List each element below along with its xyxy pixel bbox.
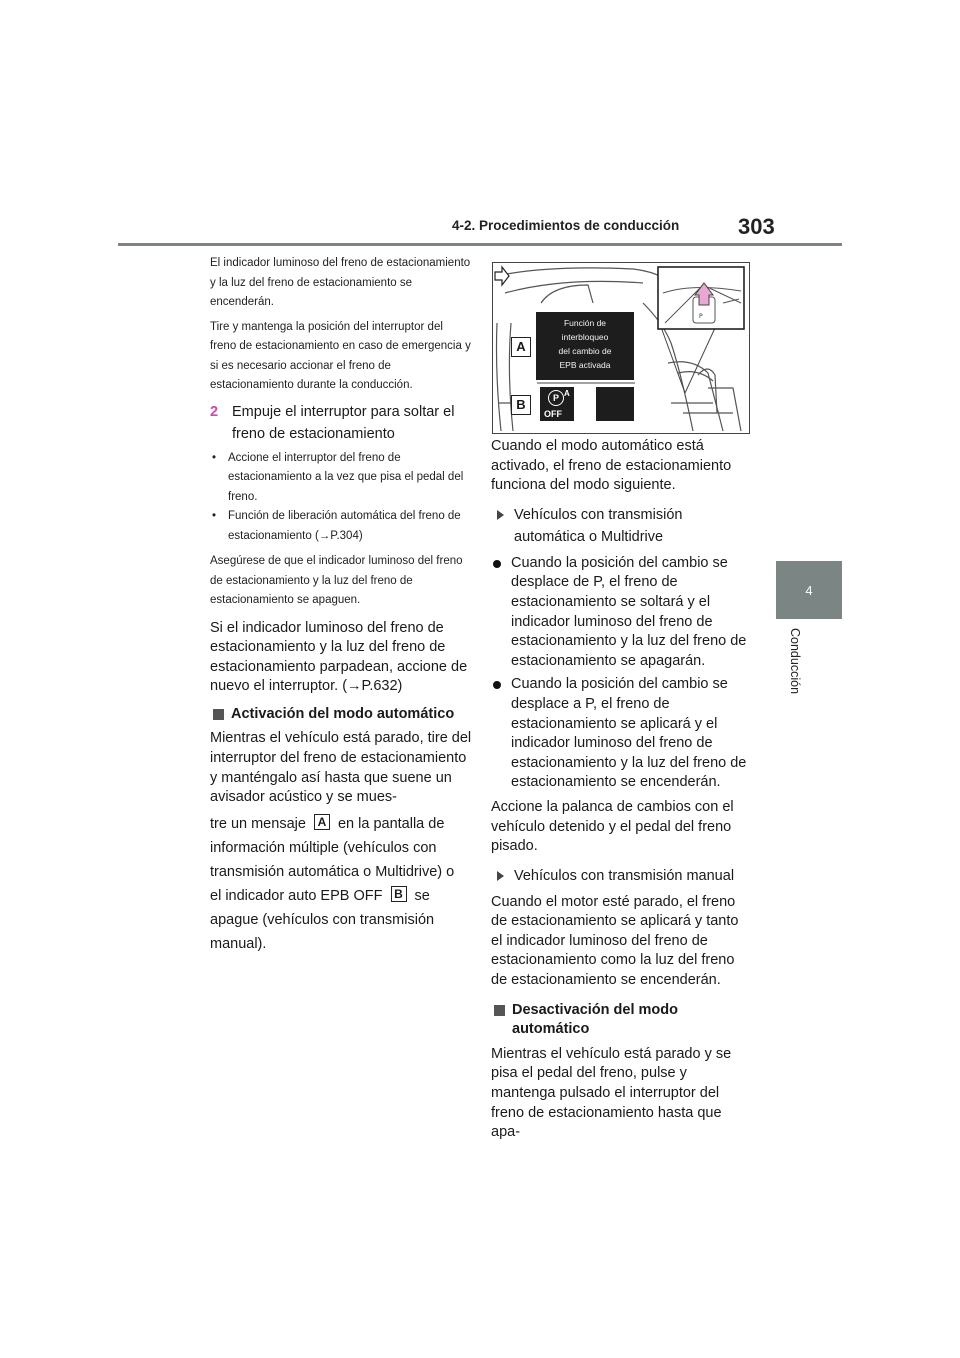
blink-paragraph: Si el indicador luminoso del freno de estacionamiento y la luz del freno de estacionamiento parpadean, accione de nuevo el interruptor. (→P.632) bbox=[210, 619, 468, 695]
chapter-tab[interactable] bbox=[776, 561, 842, 619]
manual-paragraph: Cuando el motor esté parado, el freno de estacionamiento se aplicará y tanto el indicador luminoso del freno de estacionamiento como la luz del freno de estacionamiento se encenderán. bbox=[491, 893, 739, 989]
list-item bbox=[491, 675, 753, 793]
label-b-icon: B bbox=[391, 886, 407, 902]
intro-paragraph-2: Tire y mantenga la posición del interruptor del freno de estacionamiento en caso de emergencia y si es necesario accionar el freno de estacionamiento durante la conducción. bbox=[210, 320, 471, 391]
svg-text:P: P bbox=[699, 313, 703, 320]
multi-info-display bbox=[536, 312, 634, 380]
auto-mode-paragraph-cont bbox=[210, 812, 472, 956]
note-paragraph: Asegúrese de que el indicador luminoso del freno de estacionamiento y la luz del freno de estacionamiento se apaguen. bbox=[210, 555, 463, 606]
dashboard-illustration bbox=[492, 262, 750, 434]
bullet-text: Accione el interruptor del freno de estacionamiento a la vez que pisa el pedal del freno. bbox=[228, 451, 464, 503]
lever-note: Accione la palanca de cambios con el vehículo detenido y el pedal del freno pisado. bbox=[491, 798, 734, 855]
sub-heading-manual-text: Vehículos con transmisión manual bbox=[514, 867, 735, 884]
epb-p-symbol: P bbox=[548, 390, 564, 406]
auto-text-2: tre un mensaje bbox=[210, 815, 306, 832]
intro-paragraph-1: El indicador luminoso del freno de estacionamiento y la luz del freno de estacionamiento se encenderán. bbox=[210, 257, 471, 308]
auto-text-4: el indicador auto EPB OFF bbox=[210, 887, 383, 904]
triangle-bullet-icon bbox=[497, 510, 504, 520]
square-bullet-icon bbox=[494, 1005, 505, 1016]
sub-heading-automatic-text: Vehículos con transmisión automática o Multidrive bbox=[514, 506, 683, 545]
bullet-icon: • bbox=[212, 510, 217, 522]
auto-text-3: en la pantalla de información múltiple (vehículos con transmisión automática o Multidrive) o bbox=[210, 815, 455, 880]
list-item bbox=[491, 554, 753, 672]
bullet-item bbox=[210, 449, 472, 508]
header-divider bbox=[118, 243, 842, 246]
heading-deactivation-text: Desactivación del modo automático bbox=[512, 1001, 678, 1038]
arrow-right-icon bbox=[493, 263, 511, 289]
auto-text-1: Mientras el vehículo está parado, tire del interruptor del freno de estacionamiento y manténgalo así hasta que suene un avisador acústico y se mues- bbox=[210, 730, 472, 806]
heading-auto-text: Activación del modo automático bbox=[231, 705, 455, 722]
left-column bbox=[210, 254, 472, 964]
heading-deactivation bbox=[491, 1001, 753, 1040]
callout-label-b: B bbox=[511, 395, 531, 415]
heading-auto-mode bbox=[210, 705, 472, 725]
bullet-icon: • bbox=[212, 451, 217, 464]
auto-mode-paragraph bbox=[210, 729, 472, 807]
bullet-item bbox=[210, 507, 472, 546]
display-line: interbloqueo bbox=[561, 332, 609, 342]
callout-label-a: A bbox=[511, 337, 531, 357]
dot-bullet-icon bbox=[493, 560, 501, 568]
bullet-text-link[interactable]: Función de liberación automática del freno de estacionamiento (→P.304) bbox=[228, 510, 461, 542]
dot-bullet-icon bbox=[493, 681, 501, 689]
step-number: 2 bbox=[210, 403, 219, 420]
list-item-text: Cuando la posición del cambio se desplace a P, el freno de estacionamiento se aplicará y el indicador luminoso del freno de estacionamiento y la luz del freno de estacionamiento se encenderán. bbox=[511, 676, 747, 791]
section-title: 4-2. Procedimientos de conducción bbox=[452, 218, 680, 233]
display-line: del cambio de bbox=[558, 346, 612, 356]
display-line: Función de bbox=[563, 318, 607, 328]
sub-heading-manual bbox=[491, 865, 753, 887]
list-item-text: Cuando la posición del cambio se desplace de P, el freno de estacionamiento se soltará y el indicador luminoso del freno de estacionamiento y la luz del freno de estacionamiento se apagarán. bbox=[511, 554, 747, 669]
auto-epb-off-icon bbox=[540, 387, 574, 421]
epb-off-text: OFF bbox=[544, 409, 562, 419]
epb-a-symbol: A bbox=[564, 389, 570, 398]
square-bullet-icon bbox=[213, 709, 224, 720]
display-line: EPB activada bbox=[559, 360, 611, 370]
auto-text-5: se apague (vehículos con transmisión manual). bbox=[210, 887, 435, 952]
step-2 bbox=[210, 401, 472, 445]
step-text: Empuje el interruptor para soltar el freno de estacionamiento bbox=[232, 403, 455, 442]
triangle-bullet-icon bbox=[497, 871, 504, 881]
page-number: 303 bbox=[738, 214, 775, 239]
auto-mode-intro: Cuando el modo automático está activado, el freno de estacionamiento funciona del modo siguiente. bbox=[491, 438, 732, 494]
sub-heading-automatic bbox=[491, 504, 753, 548]
indicator-off-panel bbox=[596, 387, 634, 421]
label-a-icon: A bbox=[314, 814, 330, 830]
chapter-number: 4 bbox=[805, 582, 813, 598]
chapter-side-label bbox=[788, 628, 808, 704]
deactivation-paragraph: Mientras el vehículo está parado y se pisa el pedal del freno, pulse y mantenga pulsado el interruptor del freno de estacionamiento hasta que apa- bbox=[491, 1045, 732, 1141]
right-column bbox=[491, 437, 753, 1151]
chapter-label: Conducción bbox=[788, 628, 802, 695]
